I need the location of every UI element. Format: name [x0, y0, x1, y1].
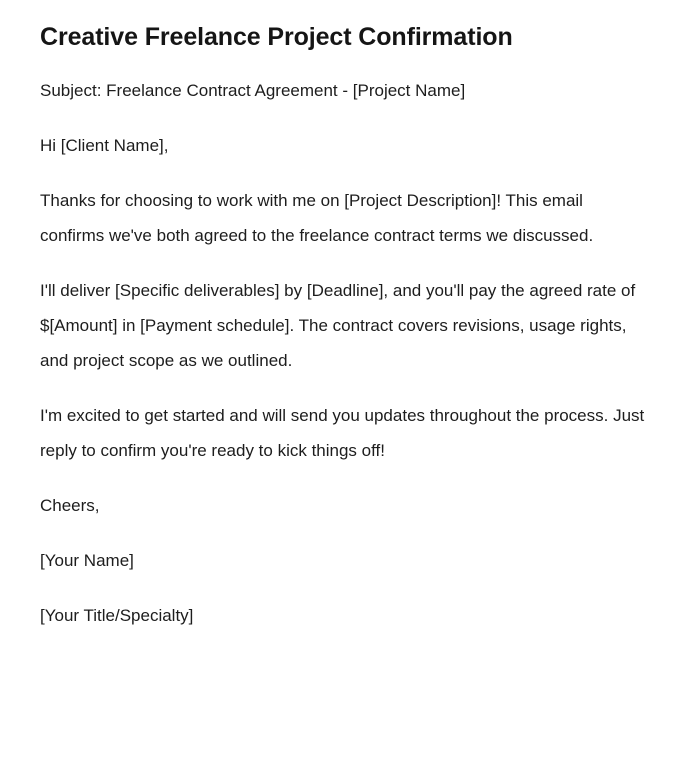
- email-paragraph-closing-note: I'm excited to get started and will send you updates throughout the process. Just reply to confirm you're ready to kick things off!: [40, 406, 645, 460]
- email-paragraph-intro: Thanks for choosing to work with me on [Project Description]! This email confirms we've both agreed to the freelance contract terms we discussed.: [40, 191, 594, 245]
- email-sender-title: [Your Title/Specialty]: [40, 606, 194, 625]
- email-body: [40, 73, 645, 633]
- email-greeting: Hi [Client Name],: [40, 136, 169, 155]
- email-paragraph-terms: I'll deliver [Specific deliverables] by [Deadline], and you'll pay the agreed rate of $[Amount] in [Payment schedule]. The contract covers revisions, usage rights, and project scope as we outlined.: [40, 281, 636, 370]
- email-subject-line: Subject: Freelance Contract Agreement - [Project Name]: [40, 81, 466, 100]
- page-title: Creative Freelance Project Confirmation: [40, 23, 513, 51]
- email-sender-name: [Your Name]: [40, 551, 134, 570]
- email-signoff: Cheers,: [40, 496, 100, 515]
